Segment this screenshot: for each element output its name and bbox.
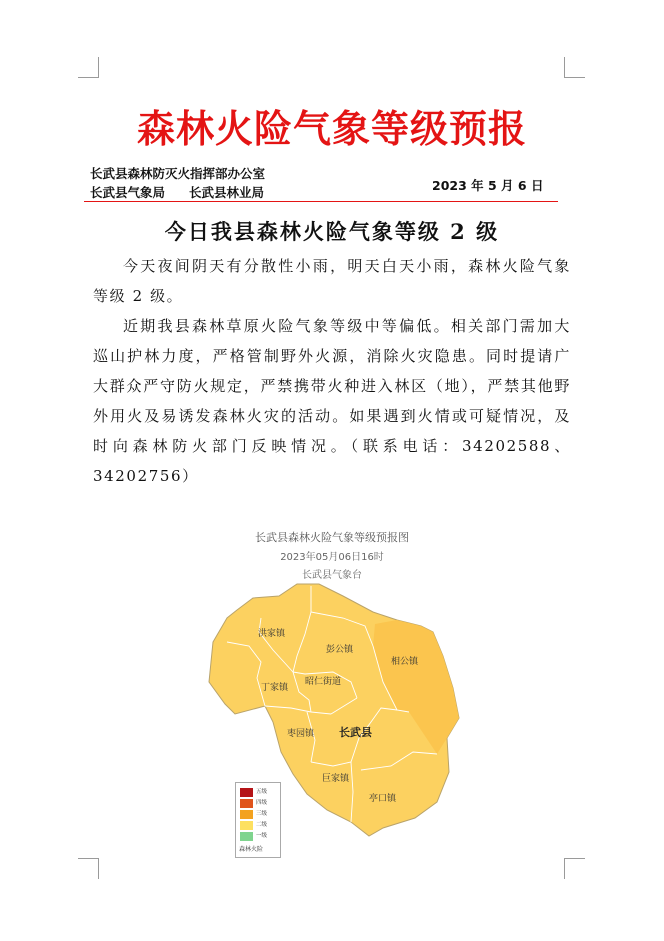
town-label-zhaoren: 昭仁街道	[305, 677, 342, 687]
town-label-tingkou: 亭口镇	[369, 794, 397, 804]
legend-caption: 森林火险	[239, 846, 264, 853]
paragraph-2: 近期我县森林草原火险气象等级中等偏低。相关部门需加大巡山护林力度，严格管制野外火源，消除火灾隐患。同时提请广大群众严守防火规定，严禁携带火种进入林区（地），严禁其他野外用火及易诱发森林火灾的活动。如果遇到火情或可疑情况，及时向森林防火部门反映情况。（联系电话：34202588、34202756）	[93, 317, 571, 485]
legend-swatch	[240, 788, 253, 797]
legend-label: 三级	[256, 811, 268, 817]
issuer-forestry-bureau: 长武县林业局	[189, 185, 265, 200]
paragraph-1: 今天夜间阴天有分散性小雨，明天白天小雨，森林火险气象等级 2 级。	[93, 257, 571, 305]
map-legend	[235, 782, 281, 858]
town-label-hongjia: 洪家镇	[258, 629, 286, 639]
crop-mark-bottom-right	[564, 858, 585, 879]
issuer-weather-bureau: 长武县气象局	[90, 185, 166, 200]
legend-item	[240, 799, 280, 809]
legend-swatch	[240, 810, 253, 819]
document-title: 森林火险气象等级预报	[136, 106, 527, 151]
town-label-xiangong: 相公镇	[391, 657, 419, 667]
issue-date: 2023 年 5 月 6 日	[432, 178, 544, 193]
map-org: 长武县气象台	[302, 570, 362, 581]
issuer-line-1: 长武县森林防灭火指挥部办公室	[90, 166, 266, 181]
town-label-jujia: 巨家镇	[322, 774, 350, 784]
map-title: 长武县森林火险气象等级预报图	[255, 531, 409, 544]
body-text	[93, 251, 571, 491]
forecast-headline: 今日我县森林火险气象等级 2 级	[164, 219, 500, 244]
crop-mark-bottom-left	[78, 858, 99, 879]
legend-item	[240, 832, 280, 842]
town-label-zaoyuan: 枣园镇	[287, 729, 315, 739]
legend-label: 一级	[256, 833, 268, 839]
crop-mark-top-right	[564, 57, 585, 78]
legend-label: 二级	[256, 822, 268, 828]
legend-label: 五级	[256, 789, 268, 795]
map-time: 2023年05月06日16时	[280, 552, 384, 563]
fire-risk-map	[201, 522, 463, 862]
issuer-block	[90, 164, 265, 202]
legend-label: 四级	[256, 800, 268, 806]
town-label-penggong: 彭公镇	[326, 645, 354, 655]
legend-swatch	[240, 832, 253, 841]
legend-swatch	[240, 821, 253, 830]
red-divider	[84, 201, 558, 202]
legend-swatch	[240, 799, 253, 808]
legend-item	[240, 788, 280, 798]
town-label-dingjia: 丁家镇	[261, 683, 289, 693]
legend-item	[240, 810, 280, 820]
issuer-line-2	[90, 183, 265, 202]
legend-item	[240, 821, 280, 831]
county-label: 长武县	[339, 726, 372, 739]
crop-mark-top-left	[78, 57, 99, 78]
